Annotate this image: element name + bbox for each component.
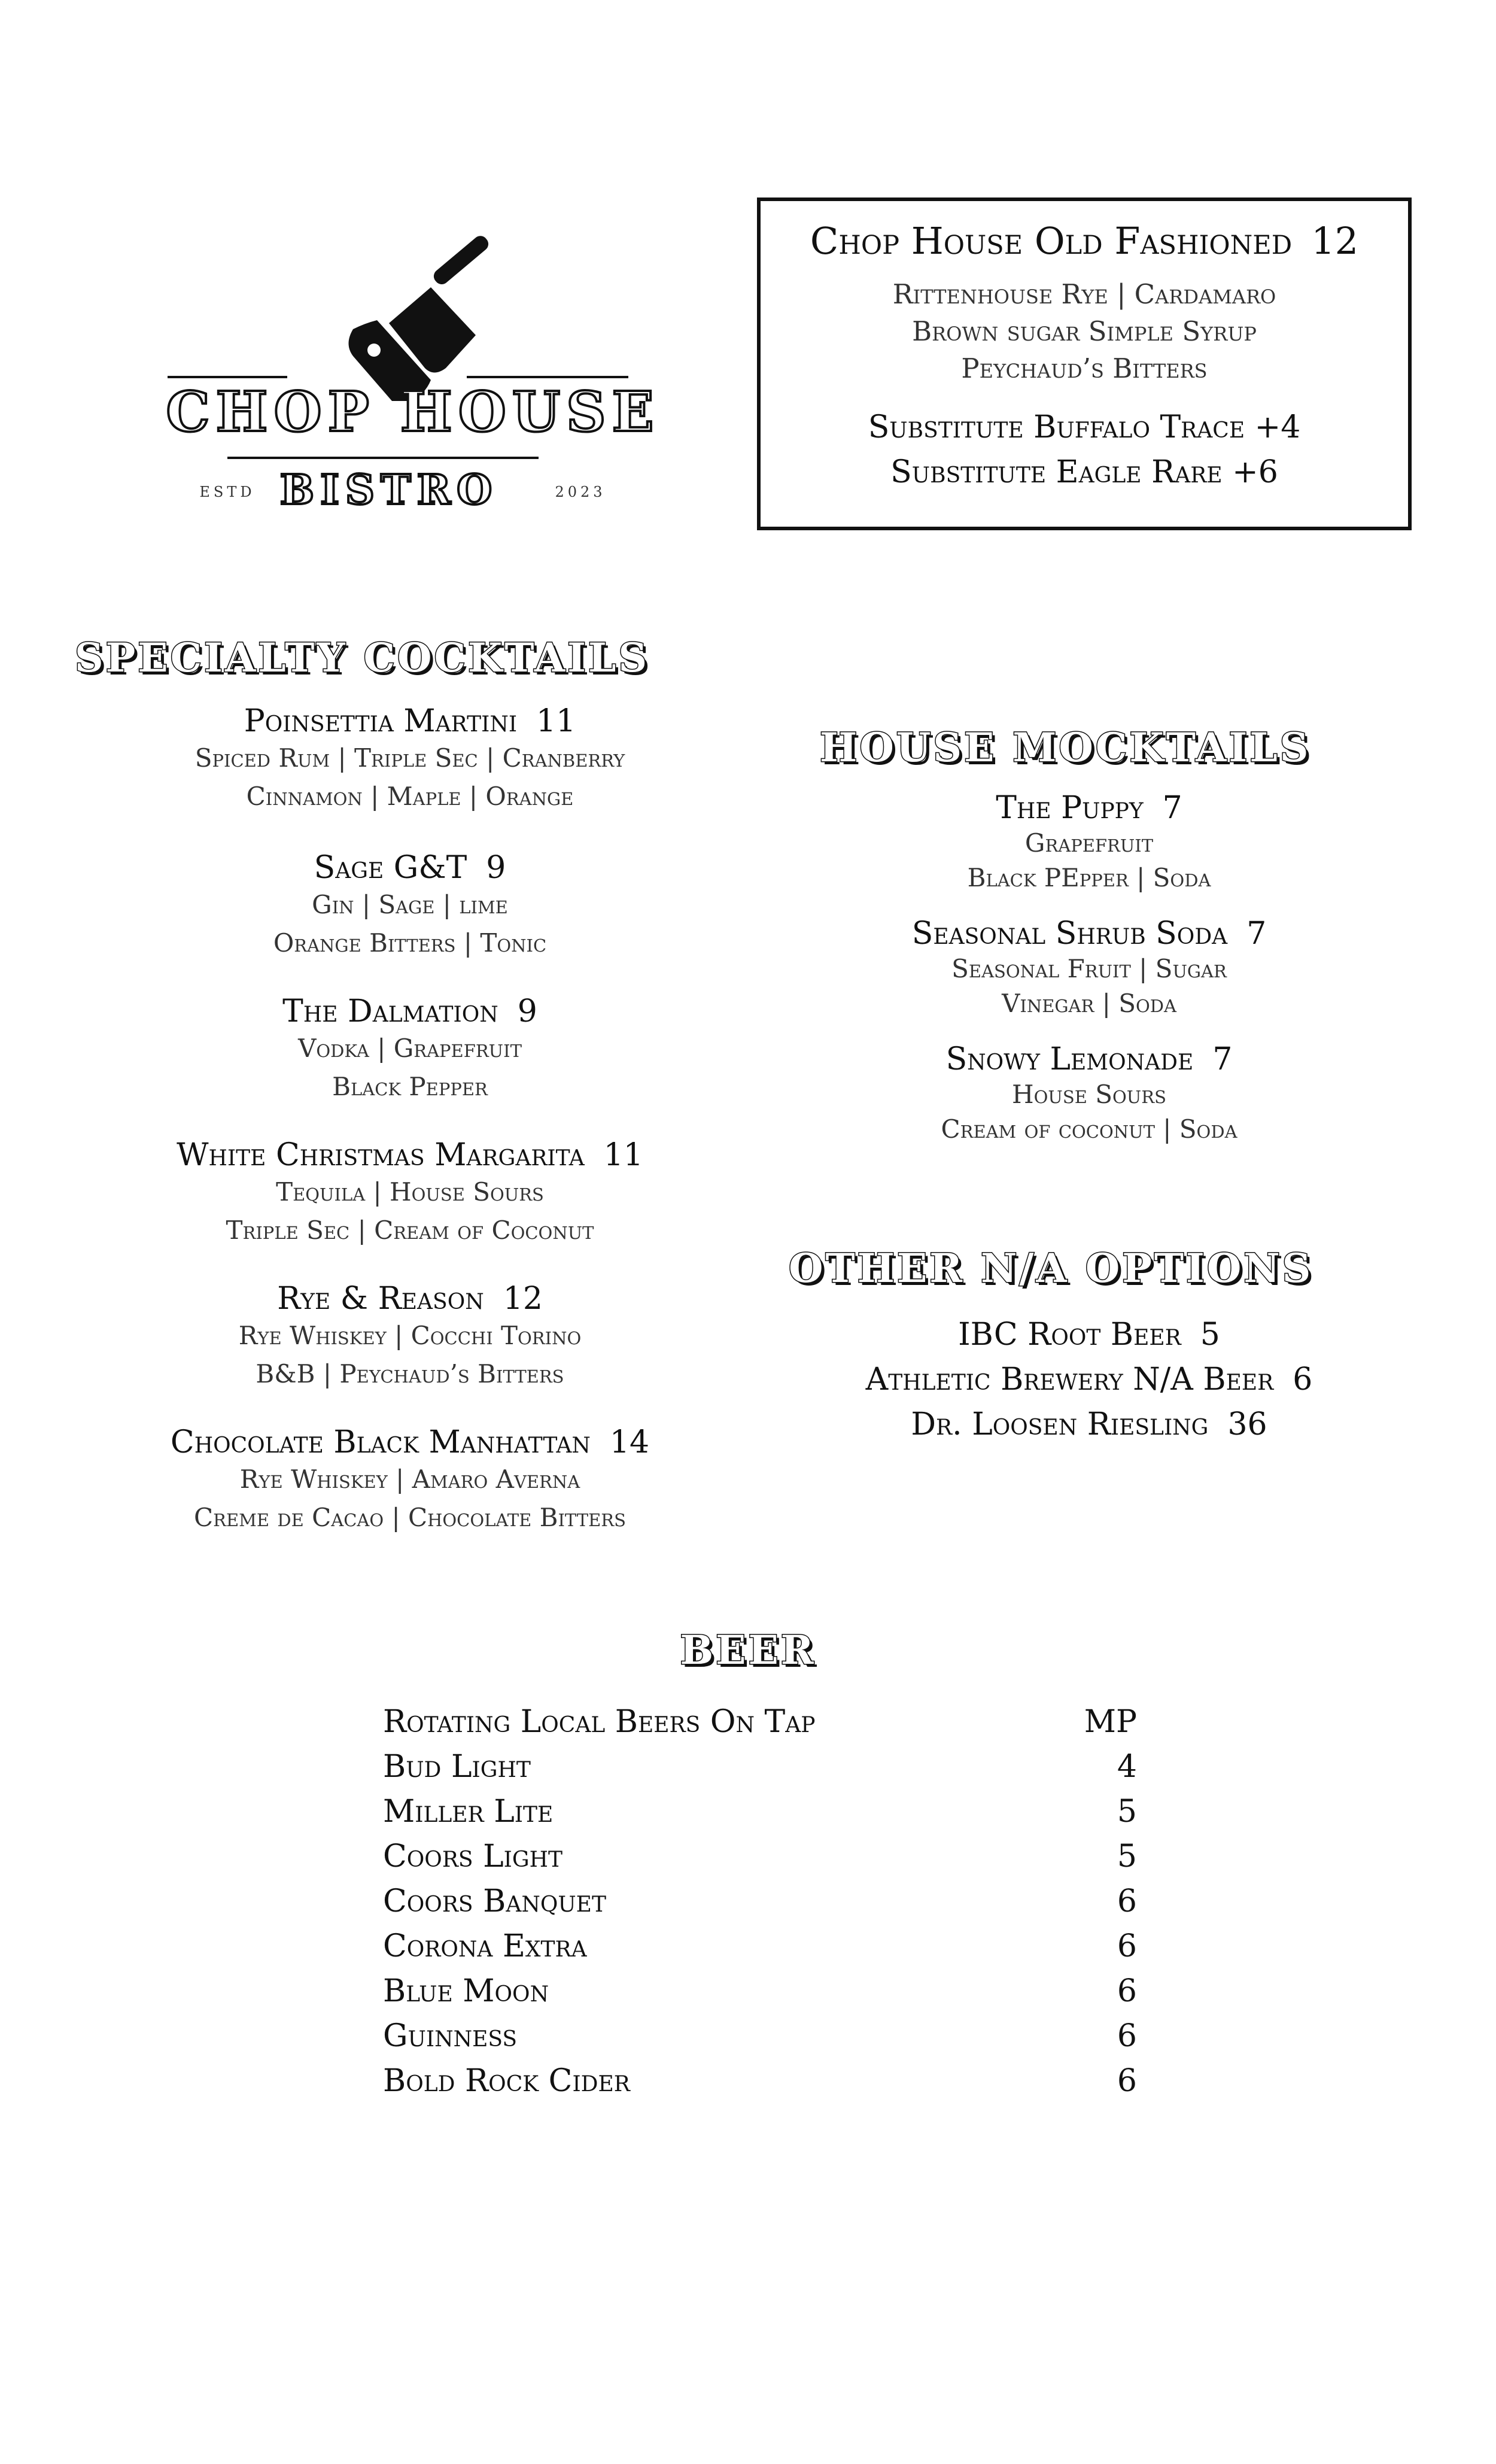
logo [144,227,682,539]
logo-line2: BISTRO [279,466,498,514]
featured-title [761,219,1408,263]
mocktails-heading: HOUSE MOCKTAILS [820,724,1311,771]
cocktail-desc: Cinnamon | Maple | Orange [246,782,574,811]
mocktail-name: Snowy Lemonade [945,1041,1194,1077]
featured-cocktail-box [757,198,1412,530]
logo-line1: CHOP HOUSE [166,379,660,444]
mocktail-desc: House Sours [1012,1080,1166,1109]
cocktail-desc: Triple Sec | Cream of Coconut [226,1216,594,1245]
featured-desc: Rittenhouse Rye | Cardamaro [892,278,1276,310]
mocktail-price: 7 [1162,790,1182,826]
featured-desc: Brown sugar Simple Syrup [912,315,1257,347]
cocktail-desc: Rye Whiskey | Amaro Averna [239,1465,580,1494]
cocktail-name: Sage G&T [314,850,467,886]
featured-name: Chop House Old Fashioned [810,219,1293,263]
featured-substitute: Substitute Buffalo Trace +4 [868,409,1301,445]
cocktails-heading: SPECIALTY COCKTAILS [75,634,650,681]
mocktails-list [760,790,1418,1167]
featured-substitute: Substitute Eagle Rare +6 [890,454,1278,490]
beer-price: 5 [1117,1839,1137,1874]
mocktail-price: 7 [1212,1041,1233,1077]
beer-name: Bud Light [383,1749,531,1785]
cocktail-price: 11 [603,1137,643,1173]
cocktail-desc: B&B | Peychaud’s Bitters [256,1359,564,1389]
cocktail-price: 12 [503,1281,543,1317]
na-price: 5 [1200,1317,1220,1353]
cocktail-desc: Spiced Rum | Triple Sec | Cranberry [194,743,625,773]
mocktail-desc: Black PEpper | Soda [967,863,1211,892]
cocktail-desc: Black Pepper [332,1072,488,1101]
cocktail-name: Poinsettia Martini [244,703,518,739]
beer-name: Guinness [383,2018,518,2054]
beer-name: Coors Light [383,1839,563,1874]
beer-name: Coors Banquet [383,1883,606,1919]
mocktail-desc: Grapefruit [1024,828,1154,858]
beer-row [383,1879,1137,1924]
beer-name: Bold Rock Cider [383,2063,630,2099]
cocktail-price: 11 [536,703,576,739]
featured-price: 12 [1311,219,1359,263]
cocktail-price: 9 [486,850,506,886]
na-name: Dr. Loosen Riesling [911,1406,1209,1442]
cocktail-price: 14 [609,1424,650,1460]
beer-name: Miller Lite [383,1794,554,1830]
logo-estd: ESTD [199,484,256,500]
beer-name: Blue Moon [383,1973,549,2009]
beer-price: 6 [1117,1883,1137,1919]
cocktail-name: Chocolate Black Manhattan [170,1424,591,1460]
na-name: Athletic Brewery N/A Beer [865,1362,1274,1397]
beer-row [383,1834,1137,1879]
beer-price: 5 [1117,1794,1137,1830]
mocktail-desc: Seasonal Fruit | Sugar [951,954,1227,983]
beer-price: 6 [1117,1973,1137,2009]
mocktail-name: Seasonal Shrub Soda [911,916,1228,952]
beer-price: 4 [1117,1749,1137,1785]
na-heading: OTHER N/A OPTIONS [789,1245,1313,1292]
na-price: 6 [1293,1362,1313,1397]
cocktail-desc: Gin | Sage | lime [312,890,508,919]
mocktail-name: The Puppy [996,790,1144,826]
cocktail-name: White Christmas Margarita [177,1137,585,1173]
cocktail-price: 9 [517,994,537,1029]
beer-price: 6 [1117,1928,1137,1964]
mocktail-price: 7 [1246,916,1267,952]
cocktail-desc: Rye Whiskey | Cocchi Torino [238,1321,582,1350]
beer-price: 6 [1117,2063,1137,2099]
na-name: IBC Root Beer [958,1317,1181,1353]
na-list [760,1317,1418,1451]
beer-row [383,2014,1137,2059]
beer-name: Corona Extra [383,1928,587,1964]
cocktail-desc: Tequila | House Sours [276,1177,544,1207]
cocktail-desc: Creme de Cacao | Chocolate Bitters [193,1503,627,1532]
beer-row [383,1745,1137,1789]
beer-table [383,1700,1137,2104]
beer-price: MP [1084,1704,1137,1740]
beer-row [383,1969,1137,2014]
beer-row [383,1700,1137,1745]
cocktails-list [72,703,748,1568]
cocktail-desc: Orange Bitters | Tonic [273,928,547,958]
na-price: 36 [1227,1406,1267,1442]
mocktail-desc: Cream of coconut | Soda [941,1114,1237,1144]
beer-row [383,2059,1137,2104]
mocktail-desc: Vinegar | Soda [1002,989,1176,1018]
cleaver-logo-icon [144,227,682,539]
featured-desc: Peychaud’s Bitters [961,353,1208,384]
beer-heading: BEER [680,1627,816,1673]
cocktail-name: The Dalmation [282,994,498,1029]
beer-row [383,1924,1137,1969]
cocktail-desc: Vodka | Grapefruit [298,1034,522,1063]
beer-row [383,1789,1137,1834]
beer-name: Rotating Local Beers On Tap [383,1704,816,1740]
beer-price: 6 [1117,2018,1137,2054]
logo-year: 2023 [555,484,606,500]
cocktail-name: Rye & Reason [277,1281,484,1317]
